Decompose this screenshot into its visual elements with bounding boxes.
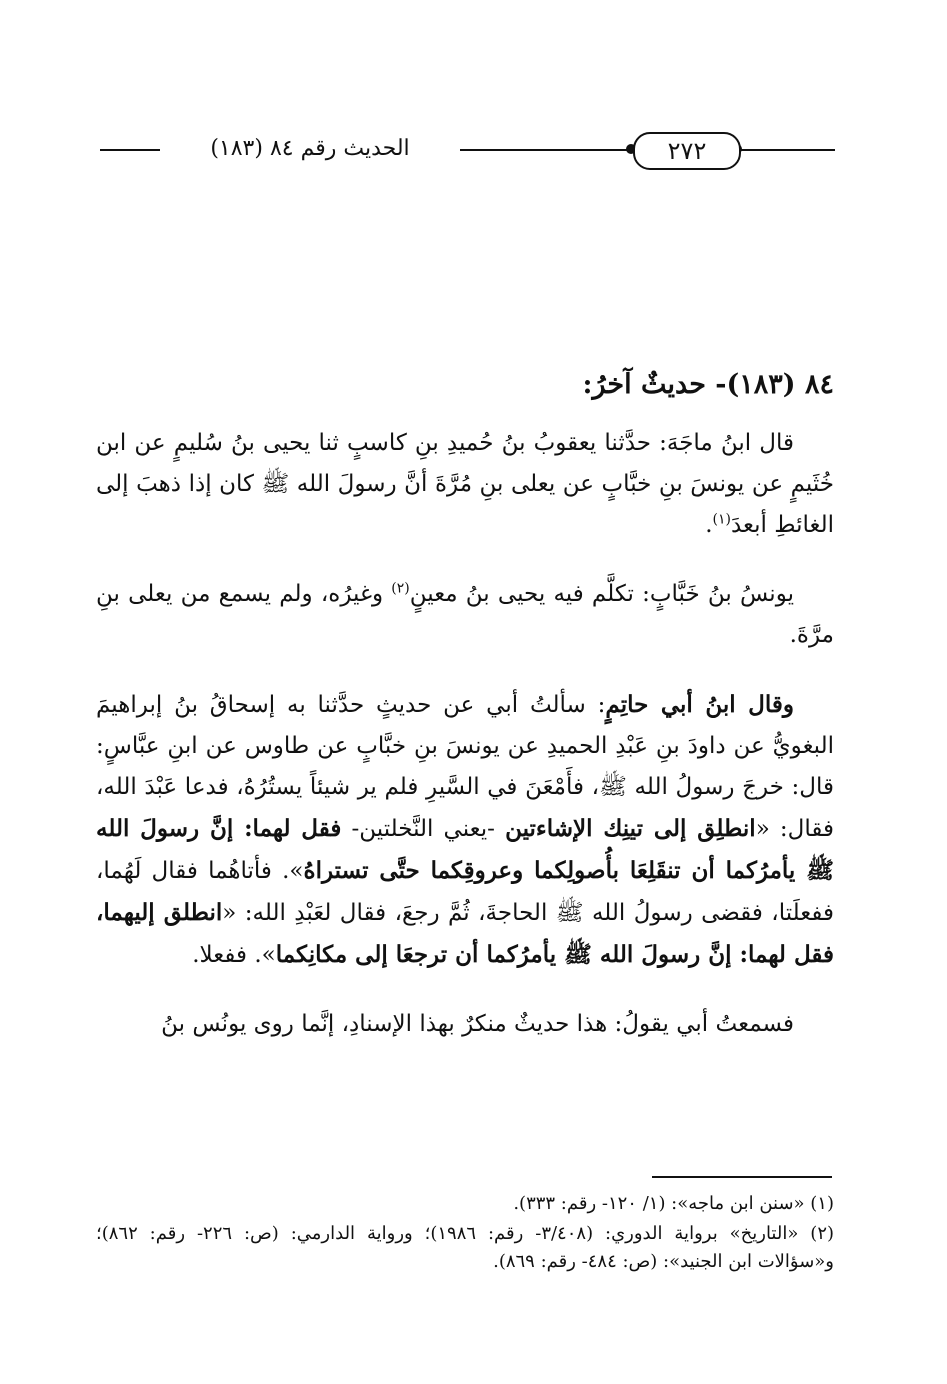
page-number: ٢٧٢ (633, 132, 741, 170)
footnotes (96, 1190, 834, 1278)
text-run: فسمعتُ أبي يقولُ: هذا حديثٌ منكرٌ بهذا الإسنادِ، إنَّما روى يونُس بنُ (161, 1011, 794, 1037)
paragraph (96, 574, 834, 656)
running-title: الحديث رقم ٨٤ (١٨٣) (210, 136, 410, 161)
text-run: -يعني النَّخلتين- (341, 816, 506, 842)
footnote-separator (652, 1176, 832, 1178)
paragraph (96, 1004, 834, 1045)
text-run: ». فأتاهُما فقال لَهُما، ففعلَتا، فقضى رسولُ الله ﷺ الحاجةَ، ثُمَّ رجعَ، فقال لعَبْدِ الله: « (96, 858, 834, 926)
header-rule-right (731, 149, 835, 151)
footnote-ref: (١) (712, 511, 731, 528)
text-run: قال ابنُ ماجَهَ: حدَّثنا يعقوبُ بنُ حُميدِ بنِ كاسبٍ ثنا يحيى بنُ سُليمٍ عن ابن خُثَيمٍ عن يونسَ بنِ خبَّابٍ عن يعلى بنِ مُرَّةَ أنَّ رسولَ الله ﷺ كان إذا ذهبَ إلى الغائطِ أبعدَ (96, 430, 834, 538)
bold-text: فقل لهما: إنَّ رسولَ الله ﷺ يأمرُكما أن تنقَلِعَا بأُصولِكما وعروقِكما حتَّى تستراهُ (96, 815, 834, 884)
bold-text: وقال ابنُ أبي حاتِمٍ (605, 691, 794, 718)
bold-text: انطلق إليهما، فقل لهما: إنَّ رسولَ الله ﷺ يأمرُكما أن ترجعَا إلى مكانِكما (96, 899, 834, 968)
hadith-heading: ٨٤ (١٨٣)- حديثٌ آخرُ: (582, 369, 834, 400)
main-text (96, 365, 834, 1073)
header-rule-left (100, 149, 160, 151)
footnote-ref: (٢) (391, 580, 410, 597)
footnote: (١) «سنن ابن ماجه»: (١/ ١٢٠- رقم: ٣٣٣). (513, 1193, 834, 1214)
paragraph (96, 423, 834, 546)
header-rule-middle (460, 149, 630, 151)
text-run: وغيرُه، ولم يسمع من يعلى بنِ مرَّةَ. (96, 581, 834, 648)
text-run: . (705, 512, 713, 538)
running-header (100, 128, 835, 172)
text-run: يونسُ بنُ خَبَّابٍ: تكلَّم فيه يحيى بنُ معينٍ (409, 581, 794, 607)
text-run: ». ففعلا. (192, 942, 276, 968)
footnote: (٢) «التاريخ» برواية الدوري: (٣/٤٠٨- رقم: ١٩٨٦)؛ ورواية الدارمي: (ص: ٢٢٦- رقم: ٨٦٢)؛ و«سؤالات ابن الجنيد»: (ص: ٤٨٤- رقم: ٨٦٩). (96, 1223, 835, 1272)
paragraphs (96, 423, 834, 1045)
paragraph (96, 684, 834, 976)
bold-text: انطلِق إلى تينِك الإشاءتين (505, 815, 756, 842)
text-run: : سألتُ أبي عن حديثٍ حدَّثنا به إسحاقُ بنُ إبراهيمَ البغويُّ عن داودَ بنِ عَبْدِ الحميدِ عن يونسَ بنِ خبَّابٍ عن طاوس عن ابنِ عبَّاسٍ: قال: خرجَ رسولُ الله ﷺ، فأَمْعَنَ في السَّيرِ فلم ير شيئاً يستُرُهُ، فدعا عَبْدَ الله، فقال: « (96, 692, 834, 842)
